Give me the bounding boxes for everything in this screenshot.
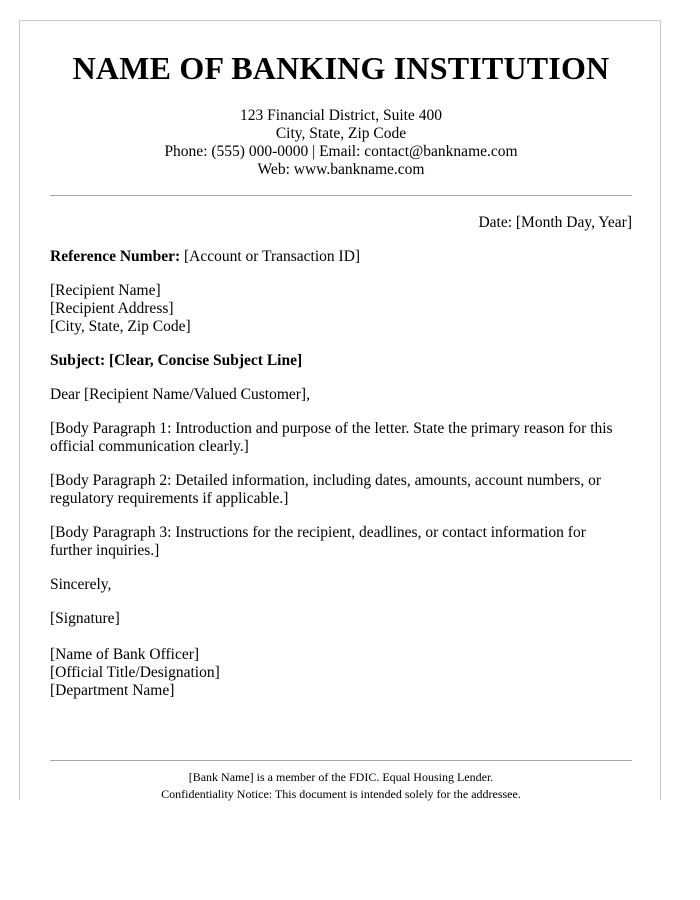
- subject-line: Subject: [Clear, Concise Subject Line]: [50, 352, 303, 369]
- address-line-2: City, State, Zip Code: [275, 125, 407, 142]
- salutation: Dear [Recipient Name/Valued Customer],: [50, 386, 310, 403]
- recipient-name: [Recipient Name]: [50, 282, 161, 299]
- recipient-city-state-zip: [City, State, Zip Code]: [50, 318, 191, 335]
- reference-number: [50, 248, 632, 266]
- paragraph-line: [Body Paragraph 2: Detailed information, including dates, amounts, account numbers, or: [50, 472, 601, 489]
- officer-department: [Department Name]: [50, 682, 175, 699]
- reference-label: Reference Number:: [50, 248, 181, 265]
- body-paragraph-1: [50, 420, 632, 456]
- paragraph-line: regulatory requirements if applicable.]: [50, 490, 289, 507]
- letter-date: Date: [Month Day, Year]: [478, 214, 632, 231]
- officer-name: [Name of Bank Officer]: [50, 646, 200, 663]
- recipient-block: [50, 282, 632, 336]
- bank-name-heading: NAME OF BANKING INSTITUTION: [72, 50, 610, 86]
- paragraph-line: [Body Paragraph 1: Introduction and purpose of the letter. State the primary reason for this: [50, 420, 613, 437]
- header-divider: [50, 195, 632, 196]
- paragraph-line: [Body Paragraph 3: Instructions for the recipient, deadlines, or contact information for: [50, 524, 586, 541]
- officer-title: [Official Title/Designation]: [50, 664, 220, 681]
- bank-contact-block: [50, 107, 632, 179]
- footer-confidentiality-line: Confidentiality Notice: This document is intended solely for the addressee.: [161, 787, 521, 801]
- recipient-address: [Recipient Address]: [50, 300, 174, 317]
- footer: [50, 769, 632, 803]
- closing: Sincerely,: [50, 576, 112, 593]
- footer-fdic-line: [Bank Name] is a member of the FDIC. Equal Housing Lender.: [188, 770, 494, 784]
- paragraph-line: official communication clearly.]: [50, 438, 249, 455]
- body-paragraph-2: [50, 472, 632, 508]
- footer-divider: [50, 760, 632, 761]
- body-paragraph-3: [50, 524, 632, 560]
- paragraph-line: further inquiries.]: [50, 542, 160, 559]
- reference-value: [Account or Transaction ID]: [180, 248, 361, 265]
- phone-email-line: Phone: (555) 000-0000 | Email: contact@bankname.com: [164, 143, 518, 160]
- address-line-1: 123 Financial District, Suite 400: [240, 107, 442, 124]
- officer-block: [50, 646, 632, 700]
- signature-placeholder: [Signature]: [50, 610, 120, 627]
- web-line: Web: www.bankname.com: [257, 161, 425, 178]
- letter-page: [19, 20, 661, 800]
